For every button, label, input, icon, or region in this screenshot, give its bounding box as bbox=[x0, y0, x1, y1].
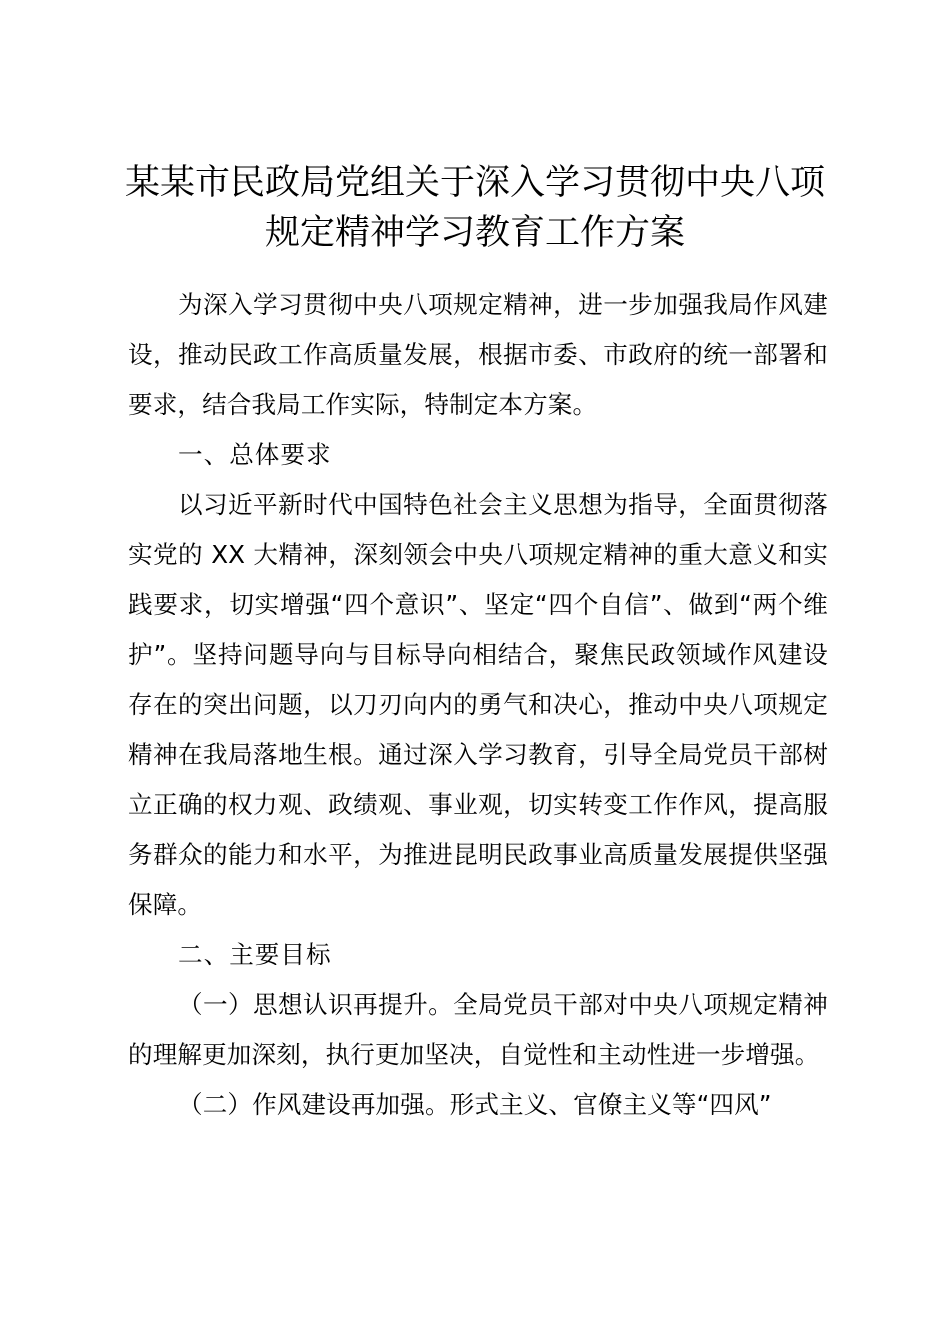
goal-paragraph-1: （一）思想认识再提升。全局党员干部对中央八项规定精神的理解更加深刻，执行更加坚决，自觉性和主动性进一步增强。 bbox=[128, 990, 828, 1069]
goal-paragraph-2: （二）作风建设再加强。形式主义、官僚主义等“四风” bbox=[178, 1090, 772, 1119]
general-requirements-paragraph: 以习近平新时代中国特色社会主义思想为指导，全面贯彻落实党的 XX 大精神，深刻领会中央八项规定精神的重大意义和实践要求，切实增强“四个意识”、坚定“四个自信”、做到“两个维护”。坚持问题导向与目标导向相结合，聚焦民政领域作风建设存在的突出问题，以刀刃向内的勇气和决心，推动中央八项规定精神在我局落地生根。通过深入学习教育，引导全局党员干部树立正确的权力观、政绩观、事业观，切实转变工作作风，提高服务群众的能力和水平，为推进昆明民政事业高质量发展提供坚强保障。 bbox=[128, 490, 828, 919]
document-body bbox=[128, 280, 828, 1130]
title-line-2: 规定精神学习教育工作方案 bbox=[264, 213, 685, 253]
section-heading-main-goals: 二、主要目标 bbox=[178, 940, 332, 969]
document-title bbox=[100, 158, 850, 258]
section-heading-general-requirements: 一、总体要求 bbox=[178, 440, 332, 469]
intro-paragraph: 为深入学习贯彻中央八项规定精神，进一步加强我局作风建设，推动民政工作高质量发展，根据市委、市政府的统一部署和要求，结合我局工作实际，特制定本方案。 bbox=[128, 290, 828, 419]
title-line-1: 某某市民政局党组关于深入学习贯彻中央八项 bbox=[124, 163, 825, 203]
